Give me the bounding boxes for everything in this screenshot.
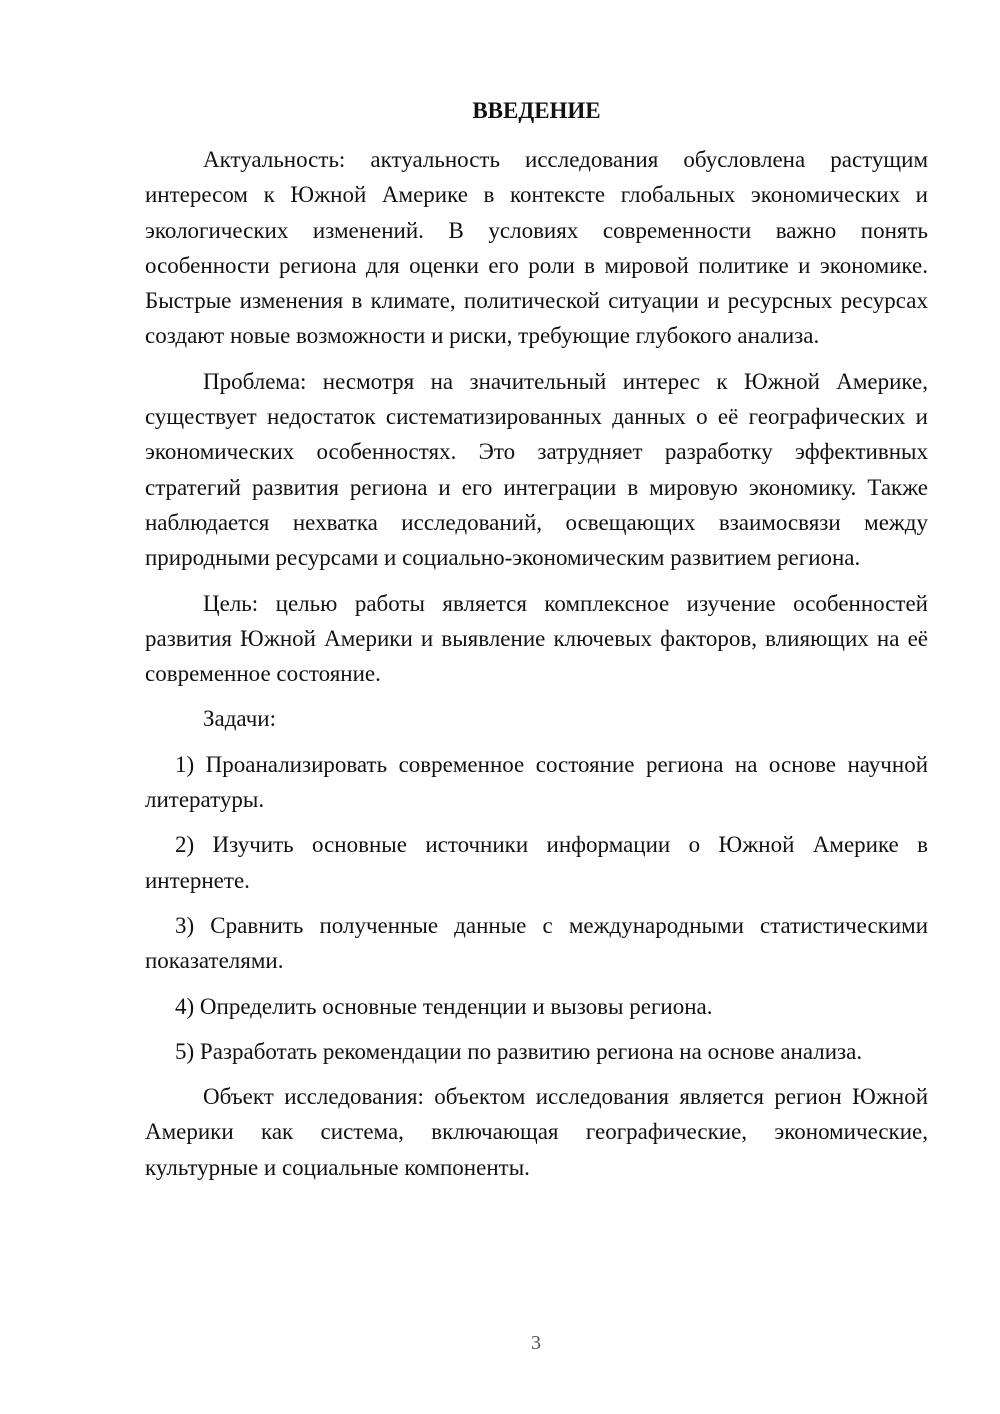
paragraph-problem: Проблема: несмотря на значительный интерес к Южной Америке, существует недостаток систематизированных данных о её географических и экономических особенностях. Это затрудняет разработку эффективных стратегий развития региона и его интеграции в мировую экономику. Также наблюдается нехватка исследований, освещающих взаимосвязи между природными ресурсами и социально-экономическим развитием региона.: [145, 368, 928, 571]
task-item-4: 4) Определить основные тенденции и вызовы региона.: [175, 993, 713, 1019]
paragraph-object: Объект исследования: объектом исследования является регион Южной Америки как система, включающая географические, экономические, культурные и социальные компоненты.: [145, 1084, 928, 1180]
document-body: [145, 142, 928, 1195]
page-title: ВВЕДЕНИЕ: [472, 98, 601, 123]
task-item-5: 5) Разработать рекомендации по развитию региона на основе анализа.: [175, 1038, 863, 1064]
paragraph-goal: Цель: целью работы является комплексное изучение особенностей развития Южной Америки и выявление ключевых факторов, влияющих на её современное состояние.: [145, 590, 928, 687]
task-item-3: 3) Сравнить полученные данные с международными статистическими показателями.: [145, 912, 928, 974]
paragraph-relevance: Актуальность: актуальность исследования обусловлена растущим интересом к Южной Америке в контексте глобальных экономических и экологических изменений. В условиях современности важно понять особенности региона для оценки его роли в мировой политике и экономике. Быстрые изменения в климате, политической ситуации и ресурсных ресурсах создают новые возможности и риски, требующие глубокого анализа.: [145, 147, 928, 349]
paragraph-tasks-heading: Задачи:: [203, 706, 276, 732]
page-number: 3: [531, 1332, 541, 1354]
task-item-1: 1) Проанализировать современное состояние региона на основе научной литературы.: [145, 751, 928, 813]
task-item-2: 2) Изучить основные источники информации о Южной Америке в интернете.: [145, 832, 928, 893]
